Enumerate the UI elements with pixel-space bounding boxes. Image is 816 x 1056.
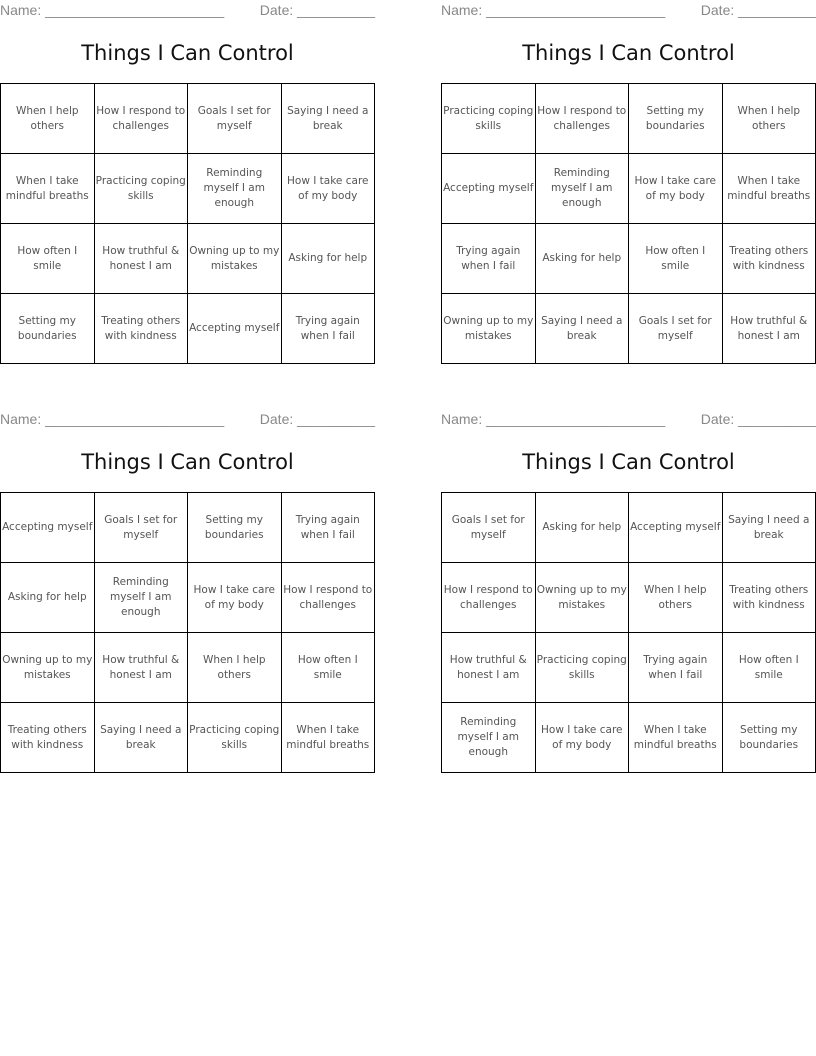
bingo-cell: Setting my boundaries — [629, 84, 723, 154]
bingo-cell: Setting my boundaries — [722, 703, 816, 773]
name-field: Name: _______________________ — [0, 411, 225, 427]
bingo-cell: Setting my boundaries — [1, 294, 95, 364]
date-field: Date: __________ — [259, 2, 375, 18]
bingo-cell: Asking for help — [535, 493, 629, 563]
bingo-cell: Saying I need a break — [281, 84, 375, 154]
bingo-cell: Trying again when I fail — [281, 294, 375, 364]
name-date-row — [441, 2, 816, 20]
bingo-cell: Practicing coping skills — [442, 84, 536, 154]
grid-row — [1, 703, 375, 773]
grid-row — [442, 563, 816, 633]
bingo-cell: How I respond to challenges — [94, 84, 188, 154]
name-field: Name: _______________________ — [0, 2, 225, 18]
bingo-cell: Reminding myself I am enough — [188, 154, 282, 224]
grid-row — [442, 154, 816, 224]
name-date-row — [441, 411, 816, 429]
grid-row — [442, 493, 816, 563]
bingo-cell: Practicing coping skills — [535, 633, 629, 703]
card-title: Things I Can Control — [522, 450, 735, 474]
grid-row — [442, 294, 816, 364]
bingo-cell: How truthful & honest I am — [94, 224, 188, 294]
bingo-cell: Asking for help — [281, 224, 375, 294]
bingo-cell: Saying I need a break — [94, 703, 188, 773]
bingo-cell: Goals I set for myself — [442, 493, 536, 563]
bingo-cell: Practicing coping skills — [188, 703, 282, 773]
bingo-cell: Owning up to my mistakes — [188, 224, 282, 294]
bingo-cell: How I take care of my body — [535, 703, 629, 773]
card-title: Things I Can Control — [81, 41, 294, 65]
card-title: Things I Can Control — [522, 41, 735, 65]
bingo-cell: Accepting myself — [1, 493, 95, 563]
bingo-cell: How often I smile — [629, 224, 723, 294]
bingo-cell: Reminding myself I am enough — [94, 563, 188, 633]
bingo-cell: Owning up to my mistakes — [535, 563, 629, 633]
date-field: Date: __________ — [700, 2, 816, 18]
bingo-cell: How often I smile — [722, 633, 816, 703]
bingo-cell: Asking for help — [1, 563, 95, 633]
bingo-cell: Trying again when I fail — [442, 224, 536, 294]
bingo-cell: How I take care of my body — [281, 154, 375, 224]
bingo-cell: Accepting myself — [442, 154, 536, 224]
bingo-cell: When I help others — [1, 84, 95, 154]
bingo-cell: How I take care of my body — [188, 563, 282, 633]
bingo-cell: Goals I set for myself — [94, 493, 188, 563]
bingo-cell: How truthful & honest I am — [722, 294, 816, 364]
bingo-cell: Accepting myself — [188, 294, 282, 364]
bingo-cell: How truthful & honest I am — [442, 633, 536, 703]
bingo-cell: How truthful & honest I am — [94, 633, 188, 703]
bingo-grid — [0, 492, 375, 773]
bingo-cell: Treating others with kindness — [722, 224, 816, 294]
grid-row — [442, 224, 816, 294]
bingo-cell: Goals I set for myself — [188, 84, 282, 154]
grid-row — [442, 633, 816, 703]
grid-row — [1, 84, 375, 154]
bingo-cell: How often I smile — [281, 633, 375, 703]
bingo-cell: How I respond to challenges — [535, 84, 629, 154]
bingo-grid — [441, 492, 816, 773]
name-date-row — [0, 2, 375, 20]
bingo-cell: Setting my boundaries — [188, 493, 282, 563]
bingo-cell: When I take mindful breaths — [722, 154, 816, 224]
grid-row — [1, 154, 375, 224]
grid-row — [1, 633, 375, 703]
bingo-cell: Reminding myself I am enough — [535, 154, 629, 224]
bingo-cell: Accepting myself — [629, 493, 723, 563]
grid-row — [442, 703, 816, 773]
bingo-cell: Trying again when I fail — [281, 493, 375, 563]
bingo-cell: When I help others — [188, 633, 282, 703]
bingo-cell: Asking for help — [535, 224, 629, 294]
bingo-cell: How I respond to challenges — [442, 563, 536, 633]
grid-row — [1, 294, 375, 364]
name-date-row — [0, 411, 375, 429]
bingo-cell: Trying again when I fail — [629, 633, 723, 703]
bingo-cell: When I take mindful breaths — [1, 154, 95, 224]
name-field: Name: _______________________ — [441, 411, 666, 427]
bingo-cell: Owning up to my mistakes — [1, 633, 95, 703]
bingo-cell: Goals I set for myself — [629, 294, 723, 364]
bingo-cell: When I take mindful breaths — [281, 703, 375, 773]
bingo-cell: Practicing coping skills — [94, 154, 188, 224]
grid-row — [442, 84, 816, 154]
grid-row — [1, 493, 375, 563]
bingo-cell: Saying I need a break — [535, 294, 629, 364]
bingo-cell: Treating others with kindness — [722, 563, 816, 633]
bingo-cell: How I respond to challenges — [281, 563, 375, 633]
bingo-cell: When I help others — [629, 563, 723, 633]
date-field: Date: __________ — [259, 411, 375, 427]
bingo-cell: Treating others with kindness — [94, 294, 188, 364]
bingo-cell: How often I smile — [1, 224, 95, 294]
grid-row — [1, 563, 375, 633]
date-field: Date: __________ — [700, 411, 816, 427]
bingo-cell: Reminding myself I am enough — [442, 703, 536, 773]
bingo-grid — [441, 83, 816, 364]
bingo-cell: Treating others with kindness — [1, 703, 95, 773]
bingo-cell: When I help others — [722, 84, 816, 154]
bingo-cell: When I take mindful breaths — [629, 703, 723, 773]
grid-row — [1, 224, 375, 294]
bingo-grid — [0, 83, 375, 364]
card-title: Things I Can Control — [81, 450, 294, 474]
bingo-cell: Saying I need a break — [722, 493, 816, 563]
bingo-cell: How I take care of my body — [629, 154, 723, 224]
bingo-cell: Owning up to my mistakes — [442, 294, 536, 364]
name-field: Name: _______________________ — [441, 2, 666, 18]
